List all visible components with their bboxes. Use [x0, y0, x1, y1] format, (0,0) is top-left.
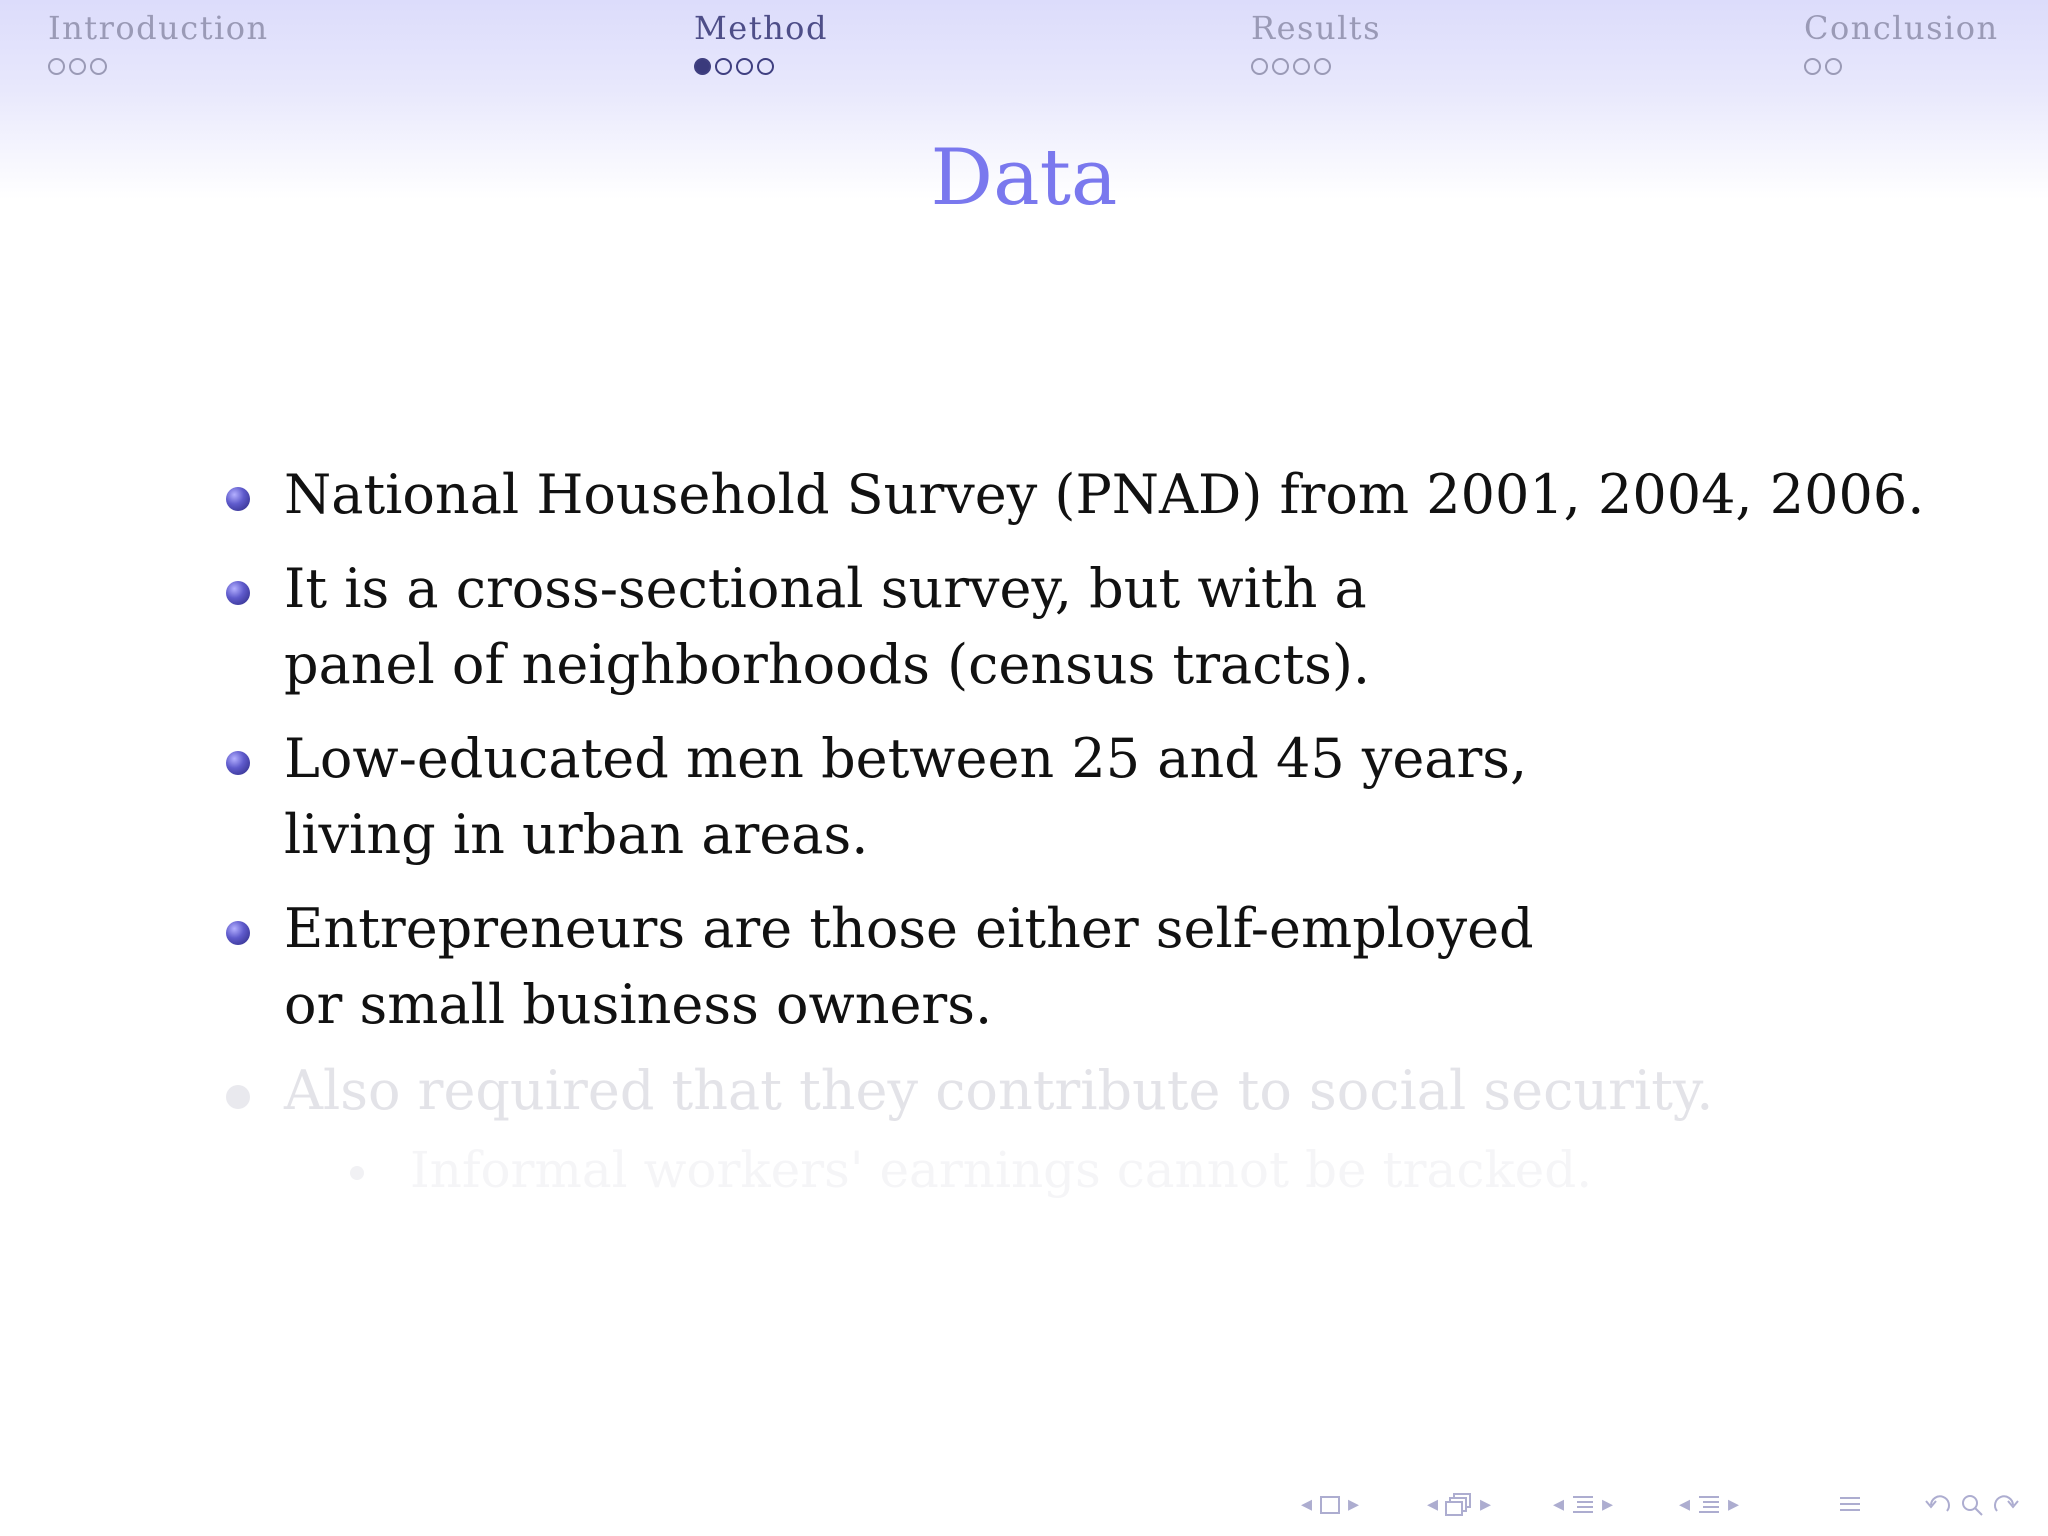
nav-section-conclusion[interactable]	[1804, 8, 1999, 76]
nav-next-section-arrow-icon[interactable]: ▸	[1602, 1492, 1614, 1517]
slide-title: Data	[930, 133, 1118, 223]
nav-prev-section-arrow-icon[interactable]: ◂	[1553, 1492, 1565, 1517]
beamer-nav-search-group	[1920, 1490, 2024, 1520]
nav-next-document-arrow-icon[interactable]: ▸	[1728, 1492, 1740, 1517]
bullet-text-line: living in urban areas.	[284, 803, 869, 866]
nav-slide-dot[interactable]	[715, 58, 732, 75]
bullet-text-line: panel of neighborhoods (census tracts).	[284, 633, 1371, 696]
beamer-nav-section-group	[1550, 1490, 1616, 1520]
nav-prev-subsection-arrow-icon[interactable]: ◂	[1427, 1492, 1439, 1517]
nav-progress-dots	[1251, 56, 1381, 76]
subsection-icon[interactable]	[1444, 1492, 1474, 1518]
nav-slide-dot[interactable]	[1293, 58, 1310, 75]
bullet-text-line: National Household Survey (PNAD) from 2001, 2004, 2006.	[284, 463, 1925, 526]
nav-progress-dots	[694, 56, 828, 76]
bullet-text-line: It is a cross-sectional survey, but with a	[284, 557, 1367, 620]
beamer-nav-subsection-group	[1424, 1490, 1494, 1520]
nav-section-method[interactable]	[694, 8, 828, 76]
bullet-text-line: Low-educated men between 25 and 45 years,	[284, 727, 1528, 790]
nav-section-introduction[interactable]	[48, 8, 269, 76]
frame-icon[interactable]	[1318, 1494, 1342, 1516]
nav-slide-dot[interactable]	[1314, 58, 1331, 75]
beamer-nav-frame-group	[1298, 1490, 1362, 1520]
nav-slide-dot[interactable]	[1825, 58, 1842, 75]
nav-slide-dot[interactable]	[757, 58, 774, 75]
sub-bullet-text: Informal workers' earnings cannot be tracked.	[410, 1141, 1593, 1199]
back-icon[interactable]	[1923, 1492, 1953, 1518]
section-icon[interactable]	[1570, 1492, 1596, 1518]
bullet-ball-icon	[226, 921, 250, 945]
nav-section-title[interactable]: Results	[1251, 9, 1382, 47]
forward-icon[interactable]	[1991, 1492, 2021, 1518]
bullet-ball-icon	[226, 1085, 250, 1109]
bullet-text-line: or small business owners.	[284, 973, 993, 1036]
bullet-text-line: Also required that they contribute to social security.	[284, 1059, 1714, 1122]
nav-section-results[interactable]	[1251, 8, 1381, 76]
appendix-icon[interactable]	[1837, 1492, 1863, 1518]
nav-slide-dot[interactable]	[1251, 58, 1268, 75]
bullet-ball-icon	[226, 581, 250, 605]
nav-section-title[interactable]: Introduction	[48, 9, 269, 47]
sub-bullet-icon	[350, 1166, 364, 1180]
nav-slide-dot[interactable]	[736, 58, 753, 75]
nav-section-title[interactable]: Method	[694, 9, 828, 47]
nav-slide-dot[interactable]	[48, 58, 65, 75]
bullet-ball-icon	[226, 487, 250, 511]
nav-slide-dot[interactable]	[69, 58, 86, 75]
bullet-text-line: Entrepreneurs are those either self-employed	[284, 897, 1534, 960]
nav-slide-dot-current[interactable]	[694, 58, 711, 75]
nav-slide-dot[interactable]	[1804, 58, 1821, 75]
nav-prev-frame-arrow-icon[interactable]: ◂	[1301, 1492, 1313, 1517]
document-icon[interactable]	[1696, 1492, 1722, 1518]
nav-progress-dots	[48, 56, 269, 76]
nav-slide-dot[interactable]	[1272, 58, 1289, 75]
nav-progress-dots	[1804, 56, 1999, 76]
nav-next-frame-arrow-icon[interactable]: ▸	[1348, 1492, 1360, 1517]
search-icon[interactable]	[1959, 1492, 1985, 1518]
bullet-ball-icon	[226, 751, 250, 775]
nav-slide-dot[interactable]	[90, 58, 107, 75]
beamer-nav-document-group	[1676, 1490, 1742, 1520]
beamer-nav-appendix-group	[1834, 1490, 1866, 1520]
nav-next-subsection-arrow-icon[interactable]: ▸	[1480, 1492, 1492, 1517]
nav-prev-document-arrow-icon[interactable]: ◂	[1679, 1492, 1691, 1517]
nav-section-title[interactable]: Conclusion	[1804, 9, 1999, 47]
